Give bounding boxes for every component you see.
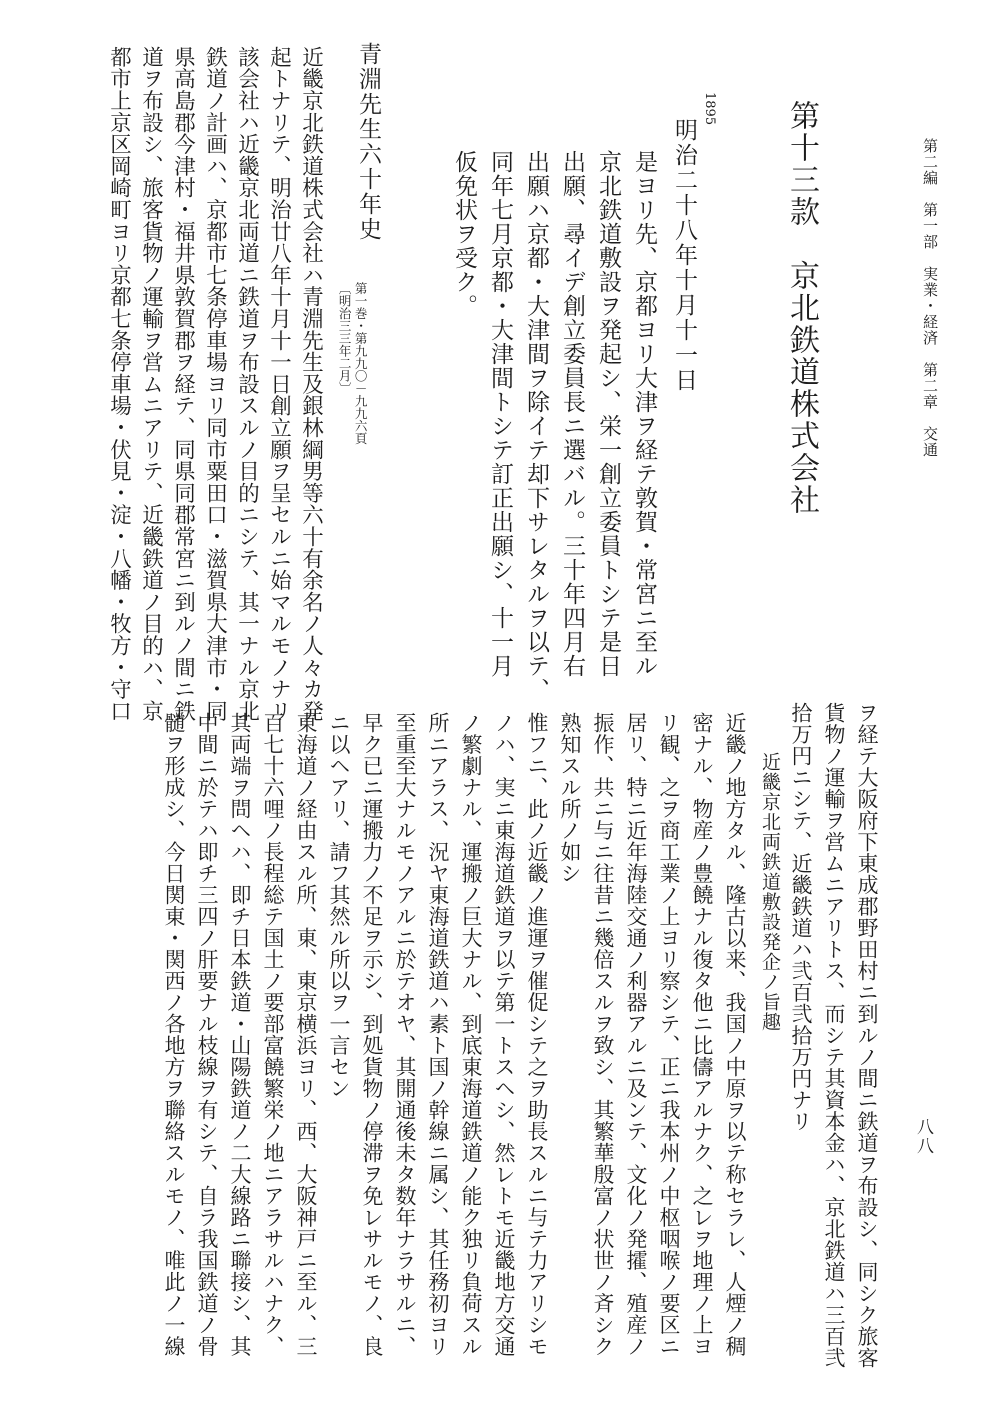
prospectus-line: 髄ヲ形成シ、今日関東・関西ノ各地方ヲ聯絡スルモノ、唯此ノ一線 <box>162 712 186 1357</box>
source-line: 道ヲ布設シ、旅客貨物ノ運輸ヲ営ムニアリテ、近畿鉄道ノ目的ハ、京 <box>138 46 164 722</box>
source-line-continued: 拾万円ニシテ、近畿鉄道ハ弐百弐拾万円ナリ <box>789 702 813 1132</box>
prospectus-line: 東海道ノ経由スル所、東、東京横浜ヨリ、西、大阪神戸ニ至ル、三 <box>294 712 318 1357</box>
section-line: 同年七月京都・大津間トシテ訂正出願シ、十一月 <box>487 150 513 678</box>
prospectus-line: 密ナル、物産ノ豊饒ナル復タ他ニ比儔アルナク、之レヲ地理ノ上ヨ <box>690 712 714 1357</box>
source-line: 都市上京区岡崎町ヨリ京都七条停車場・伏見・淀・八幡・牧方・守口 <box>106 46 132 722</box>
prospectus-line: ノ繁劇ナル、運搬ノ巨大ナル、到底東海道鉄道ノ能ク独リ負荷スル <box>459 712 483 1357</box>
source-line: 鉄道ノ計画ハ、京都市七条停車場ヨリ同市粟田口・滋賀県大津市・同 <box>202 46 228 722</box>
source-citation-date: 〔明治三三年二月〕 <box>337 282 353 395</box>
source-citation: 第一巻・第九九〇－九九六頁 <box>353 282 369 445</box>
prospectus-line: 百七十六哩ノ長程総テ国土ノ要部富饒繁栄ノ地ニアラサルハナク、 <box>261 712 285 1357</box>
source-title: 青淵先生六十年史 <box>355 42 381 242</box>
source-line: 該会社ハ近畿京北両道ニ鉄道ヲ布設スルノ目的ニシテ、其一ナル京北 <box>234 46 260 722</box>
prospectus-line: 振作、共ニ与ニ往昔ニ幾倍スルヲ致シ、其繁華殷富ノ状世ノ斉シク <box>591 712 615 1357</box>
prospectus-line: リ観、之ヲ商工業ノ上ヨリ察シテ、正ニ我本州ノ中枢咽喉ノ要区ニ <box>657 712 681 1357</box>
section-line: 仮免状ヲ受ク。 <box>451 150 477 318</box>
source-line: 起トナリテ、明治廿八年十月十一日創立願ヲ呈セルニ始マルモノナリ <box>266 46 292 722</box>
prospectus-line: 所ニアラス、況ヤ東海道鉄道ハ素ト国ノ幹線ニ属シ、其任務初ヨリ <box>426 712 450 1357</box>
prospectus-line: 早ク已ニ運搬力ノ不足ヲ示シ、到処貨物ノ停滞ヲ免レサルモノ、良 <box>360 712 384 1357</box>
running-header: 第二編 第一部 実業・経済 第二章 交通 <box>921 138 939 458</box>
source-line: 県高島郡今津村・福井県敦賀郡ヲ経テ、同県同郡常宮ニ到ルノ間ニ鉄 <box>170 46 196 722</box>
section-date: 明治二十八年十月十一日 <box>671 118 697 393</box>
source-line-continued: ヲ経テ大阪府下東成郡野田村ニ到ルノ間ニ鉄道ヲ布設シ、同シク旅客 <box>855 702 879 1369</box>
source-line-continued: 貨物ノ運輸ヲ営ムニアリトス、而シテ其資本金ハ、京北鉄道ハ三百弐 <box>822 702 846 1369</box>
section-line: 京北鉄道敷設ヲ発起シ、栄一創立委員トシテ是日 <box>595 150 621 678</box>
prospectus-line: 熟知スル所ノ如シ <box>558 712 582 884</box>
prospectus-line: 中間ニ於テハ即チ三四ノ肝要ナル枝線ヲ有シテ、自ラ我国鉄道ノ骨 <box>195 712 219 1357</box>
prospectus-line: 惟フニ、此ノ近畿ノ進運ヲ催促シテ之ヲ助長スルニ与テ力アリシモ <box>525 712 549 1357</box>
prospectus-line: 居リ、特ニ近年海陸交通ノ利器アルニ及ンテ、文化ノ発攉、殖産ノ <box>624 712 648 1357</box>
page-number: 八八 <box>913 1118 933 1156</box>
year-note: 1895 <box>702 92 717 126</box>
source-line: 近畿京北鉄道株式会社ハ青淵先生及銀林綱男等六十有余名ノ人々カ発 <box>298 46 324 722</box>
section-line: 是ヨリ先、京都ヨリ大津ヲ経テ敦賀・常宮ニ至ル <box>631 150 657 678</box>
section-heading: 第十三款 京北鉄道株式会社 <box>784 100 819 516</box>
prospectus-line: 其両端ヲ問ヘハ、即チ日本鉄道・山陽鉄道ノ二大線路ニ聯接シ、其 <box>228 712 252 1357</box>
section-line: 出願ハ京都・大津間ヲ除イテ却下サレタルヲ以テ、 <box>523 150 549 702</box>
prospectus-line: ニ以ヘアリ、請フ其然ル所以ヲ一言セン <box>327 712 351 1099</box>
prospectus-line: ノハ、実ニ東海道鉄道ヲ以テ第一トスヘシ、然レトモ近畿地方交通 <box>492 712 516 1357</box>
prospectus-subheading: 近畿京北両鉄道敷設発企ノ旨趣 <box>759 752 781 1032</box>
section-line: 出願、尋イデ創立委員長ニ選バル。三十年四月右 <box>559 150 585 678</box>
prospectus-line: 近畿ノ地方タル、隆古以来、我国ノ中原ヲ以テ称セラレ、人煙ノ稠 <box>723 712 747 1357</box>
prospectus-line: 至重至大ナルモノアルニ於テオヤ、其開通後未タ数年ナラサルニ、 <box>393 712 417 1357</box>
